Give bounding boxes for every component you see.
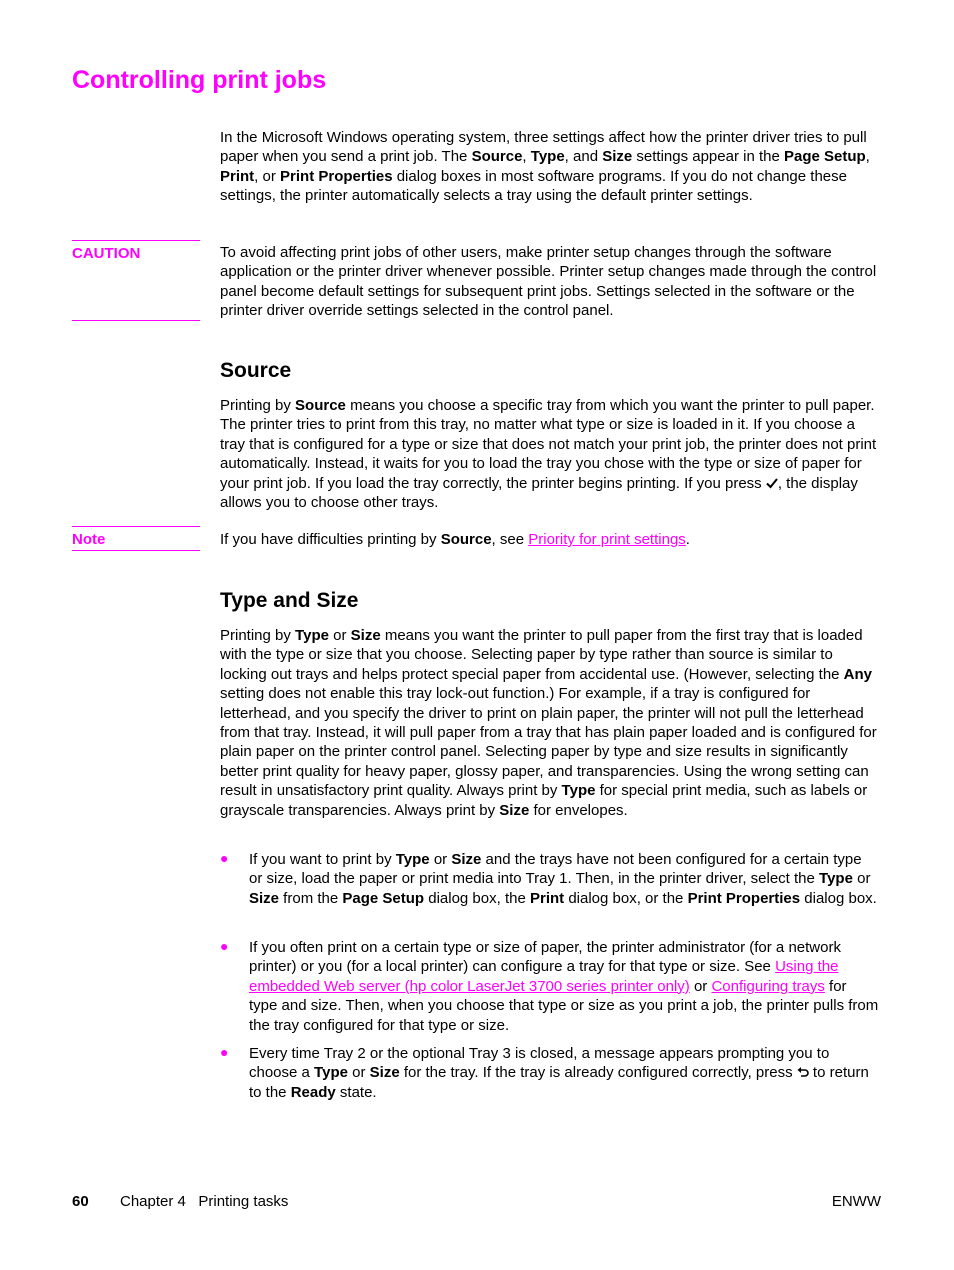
- priority-print-settings-link[interactable]: Priority for print settings: [528, 531, 686, 548]
- note-text: If you have difficulties printing by Source, see Priority for print settings.: [220, 531, 690, 548]
- configuring-trays-link[interactable]: Configuring trays: [711, 977, 825, 995]
- source-paragraph: Printing by Source means you choose a specific tray from which you want the printer to pull paper. The printer tries to print from this tray, no matter what type or size is loaded in it. If you choose a tray that is configured for a type or size that does not match your print job, the printer does not print automatically. Instead, it waits for you to load the tray you chose with the type or size of paper for your print job. If you load the tray correctly, the printer begins printing. If you press , the display allows you to choose other trays.: [220, 397, 877, 512]
- bullet-item-1: If you want to print by Type or Size and the trays have not been configured for a certain type or size, load the paper or print media into Tray 1. Then, in the printer driver, select the Type or Size from the Page Setup dialog box, the Print dialog box, or the Print Properties dialog box.: [249, 851, 877, 907]
- caution-label: CAUTION: [72, 240, 200, 263]
- checkmark-icon: [766, 475, 778, 487]
- bullet-marker: ●: [220, 1044, 229, 1060]
- note-label: Note: [72, 526, 200, 549]
- bullet-item-2: If you often print on a certain type or size of paper, the printer administrator (for a network printer) or you (for a local printer) can configure a tray for that type or size. See Using the embedded Web server (hp color LaserJet 3700 series printer only) or Configuring trays for type and size. Then, when you choose that type or size as you print a job, the printer pulls from the tray configured for that type or size.: [249, 939, 879, 1034]
- caution-divider: [72, 320, 200, 321]
- type-size-paragraph: Printing by Type or Size means you want the printer to pull paper from the first tray that is loaded with the type or size that you choose. Selecting paper by type rather than source is similar to locking out trays and helps protect special paper from accidental use. (However, selecting the Any setting does not enable this tray lock-out function.) For example, if a tray is configured for letterhead, and you specify the driver to print on plain paper, the printer will not pull the letterhead from that tray. Instead, it will pull paper from a tray that has plain paper loaded and is configured for plain paper on the printer control panel. Selecting paper by type and size results in significantly better print quality for heavy paper, glossy paper, and transparencies. Using the wrong setting can result in unsatisfactory print quality. Always print by Type for special print media, such as labels or grayscale transparencies. Always print by Size for envelopes.: [220, 627, 877, 819]
- page-title: Controlling print jobs: [72, 66, 327, 94]
- intro-paragraph: In the Microsoft Windows operating system, three settings affect how the printer driver tries to pull paper when you send a print job. The Source, Type, and Size settings appear in the Page Setup, Print, or Print Properties dialog boxes in most software programs. If you do not change these settings, the printer automatically selects a tray using the default printer settings.: [220, 129, 870, 205]
- bullet-item-3: Every time Tray 2 or the optional Tray 3 is closed, a message appears prompting you to choose a Type or Size for the tray. If the tray is already configured correctly, press to return to the Ready state.: [249, 1045, 869, 1101]
- back-arrow-icon: [797, 1064, 809, 1076]
- page-number: 60: [72, 1193, 89, 1210]
- footer-chapter: Chapter 4 Printing tasks: [120, 1193, 289, 1210]
- source-heading: Source: [220, 359, 292, 382]
- bullet-marker: ●: [220, 938, 229, 954]
- caution-text: To avoid affecting print jobs of other users, make printer setup changes through the software application or the printer driver whenever possible. Printer setup changes made through the control panel become default settings for subsequent print jobs. Settings selected in the software or the printer driver override settings selected in the control panel.: [220, 244, 877, 320]
- footer-right: ENWW: [831, 1193, 881, 1210]
- note-divider: [72, 550, 200, 551]
- embedded-web-server-link[interactable]: Using the embedded Web server (hp color LaserJet 3700 series printer only): [249, 958, 839, 995]
- type-size-heading: Type and Size: [220, 589, 359, 612]
- bullet-marker: ●: [220, 850, 229, 866]
